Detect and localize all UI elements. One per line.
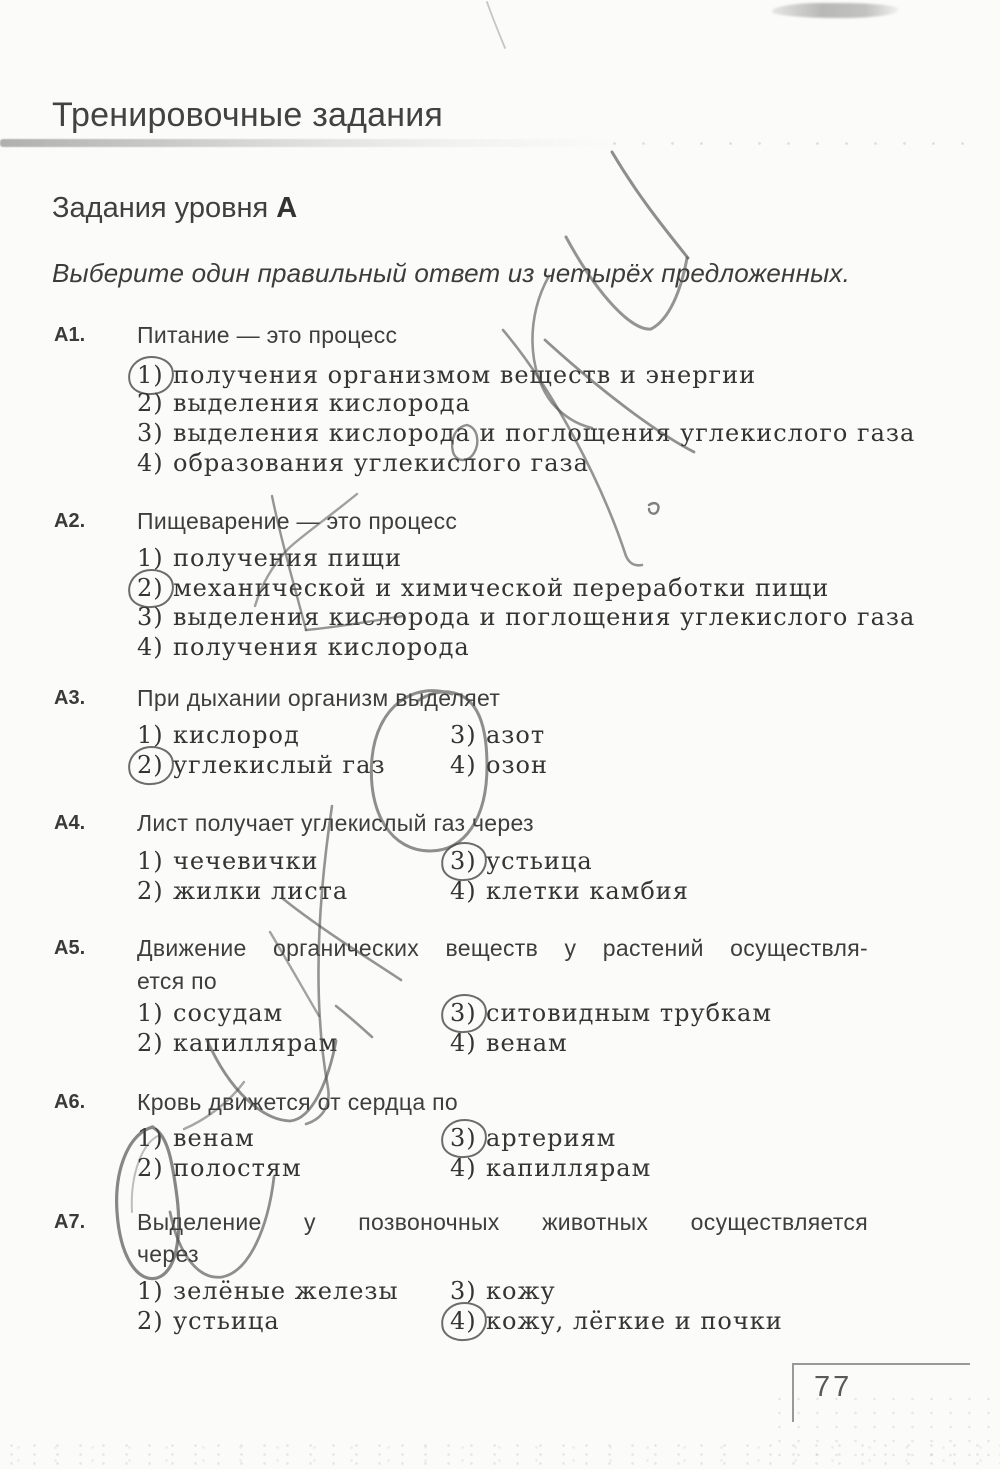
pencil-stroke xyxy=(612,152,688,258)
option xyxy=(450,1307,783,1335)
option-text: чечевички xyxy=(173,847,319,875)
option xyxy=(137,721,300,749)
option-number: 3) xyxy=(137,419,164,447)
option-row xyxy=(0,1277,1000,1307)
option-row xyxy=(0,361,1000,391)
section-level-label: А xyxy=(276,192,298,224)
option xyxy=(450,1029,568,1057)
question-label: А2. xyxy=(54,510,86,532)
question-stem: При дыхании организм выделяет xyxy=(137,685,501,711)
option-number: 2) xyxy=(137,1307,164,1335)
option-number: 1) xyxy=(137,721,164,749)
pencil-stroke xyxy=(487,2,505,48)
instruction-text: Выберите один правильный ответ из четырёх предложенных. xyxy=(52,258,851,288)
option xyxy=(137,603,915,631)
option xyxy=(137,877,348,905)
question-label: А5. xyxy=(54,937,86,959)
option-number: 4) xyxy=(450,751,477,779)
section-title-text: Задания уровня xyxy=(52,192,277,224)
option-text: выделения кислорода и поглощения углекислого газа xyxy=(173,419,916,447)
option xyxy=(137,847,319,875)
option xyxy=(137,1154,302,1182)
option-number: 1) xyxy=(137,1277,164,1305)
option xyxy=(450,751,548,779)
option xyxy=(137,633,470,661)
option-number: 4) xyxy=(137,449,164,477)
title-underline-smudge xyxy=(0,139,620,147)
question-stem: Пищеварение — это процесс xyxy=(137,508,458,534)
option-number: 1) xyxy=(137,1124,164,1152)
option-number: 4) xyxy=(450,877,477,905)
option-row xyxy=(0,389,1000,419)
option-text: получения пищи xyxy=(173,544,402,572)
option xyxy=(450,877,689,905)
option-number: 4) xyxy=(450,1154,477,1182)
option-number: 3) xyxy=(450,847,486,875)
option-row xyxy=(0,1307,1000,1337)
option-row xyxy=(0,449,1000,479)
option-row xyxy=(0,633,1000,663)
option-row xyxy=(0,603,1000,633)
option-text: углекислый газ xyxy=(173,751,386,779)
option-text: кожу xyxy=(486,1277,556,1305)
option-number: 4) xyxy=(450,1307,486,1335)
question-label: А3. xyxy=(54,687,86,709)
page-title: Тренировочные задания xyxy=(52,96,444,134)
option-text: устьица xyxy=(173,1307,280,1335)
option-text: клетки камбия xyxy=(486,877,689,905)
question-stem: Лист получает углекислый газ через xyxy=(137,810,534,836)
option-number: 4) xyxy=(450,1029,477,1057)
option-number: 2) xyxy=(137,1029,164,1057)
option-text: азот xyxy=(486,721,546,749)
option xyxy=(137,1277,399,1305)
option-text: капиллярам xyxy=(486,1154,652,1182)
option-row xyxy=(0,1029,1000,1059)
option xyxy=(450,1124,616,1152)
option-number: 4) xyxy=(137,633,164,661)
option-text: механической и химической переработки пищи xyxy=(173,574,830,602)
option-text: артериям xyxy=(486,1124,617,1152)
question-stem-line2: через xyxy=(137,1241,199,1267)
page-number: 77 xyxy=(814,1371,853,1403)
option-number: 2) xyxy=(137,751,173,779)
question-label: А7. xyxy=(54,1211,86,1233)
option-text: получения кислорода xyxy=(173,633,470,661)
option-row xyxy=(0,877,1000,907)
question-stem: Питание — это процесс xyxy=(137,322,398,348)
option xyxy=(450,847,593,875)
option xyxy=(450,1277,556,1305)
scan-smudge-top-right xyxy=(772,3,898,18)
title-underline-speckle xyxy=(600,141,980,146)
option-number: 1) xyxy=(137,544,164,572)
option xyxy=(137,1124,255,1152)
option-text: кислород xyxy=(173,721,300,749)
question-label: А6. xyxy=(54,1091,86,1113)
option-text: выделения кислорода и поглощения углекислого газа xyxy=(173,603,916,631)
option xyxy=(137,751,386,779)
question-stem: Выделение у позвоночных животных осуществляется xyxy=(137,1209,868,1235)
option-number: 2) xyxy=(137,1154,164,1182)
question-label: А1. xyxy=(54,324,86,346)
option-text: зелёные железы xyxy=(173,1277,399,1305)
option-number: 3) xyxy=(450,1277,477,1305)
option xyxy=(137,389,471,417)
option-text: жилки листа xyxy=(173,877,349,905)
option-row xyxy=(0,1124,1000,1154)
option xyxy=(450,999,772,1027)
option xyxy=(450,721,545,749)
question-stem-line2: ется по xyxy=(137,968,217,994)
option-number: 1) xyxy=(137,999,164,1027)
option-number: 2) xyxy=(137,574,173,602)
option-text: озон xyxy=(486,751,548,779)
option-number: 1) xyxy=(137,847,164,875)
option-number: 3) xyxy=(450,1124,486,1152)
section-title xyxy=(52,192,297,225)
option xyxy=(137,574,829,602)
option-text: кожу, лёгкие и почки xyxy=(486,1307,783,1335)
question-stem: Кровь движется от сердца по xyxy=(137,1089,458,1115)
option-text: образования углекислого газа xyxy=(173,449,589,477)
option-number: 2) xyxy=(137,877,164,905)
option xyxy=(137,361,756,389)
option-text: полостям xyxy=(173,1154,302,1182)
option-text: сосудам xyxy=(173,999,284,1027)
pencil-dot xyxy=(649,503,658,514)
option-text: выделения кислорода xyxy=(173,389,471,417)
option-text: капиллярам xyxy=(173,1029,339,1057)
option-text: ситовидным трубкам xyxy=(486,999,773,1027)
option-row xyxy=(0,1154,1000,1184)
option xyxy=(450,1154,651,1182)
option-row xyxy=(0,419,1000,449)
option-text: получения организмом веществ и энергии xyxy=(173,361,757,389)
option-text: венам xyxy=(173,1124,255,1152)
option-number: 3) xyxy=(137,603,164,631)
question-label: А4. xyxy=(54,812,86,834)
option xyxy=(137,449,589,477)
option-number: 1) xyxy=(137,361,173,389)
option xyxy=(137,1029,338,1057)
option xyxy=(137,544,402,572)
option-row xyxy=(0,847,1000,877)
option-row xyxy=(0,574,1000,604)
option-text: устьица xyxy=(486,847,593,875)
option-number: 3) xyxy=(450,999,486,1027)
option xyxy=(137,999,283,1027)
option-number: 2) xyxy=(137,389,164,417)
option-row xyxy=(0,999,1000,1029)
scan-noise-bottom-right xyxy=(770,1392,1000,1462)
option xyxy=(137,419,915,447)
option-number: 3) xyxy=(450,721,477,749)
option-text: венам xyxy=(486,1029,568,1057)
option xyxy=(137,1307,280,1335)
option-row xyxy=(0,751,1000,781)
question-stem: Движение органических веществ у растений осуществля- xyxy=(137,935,868,961)
